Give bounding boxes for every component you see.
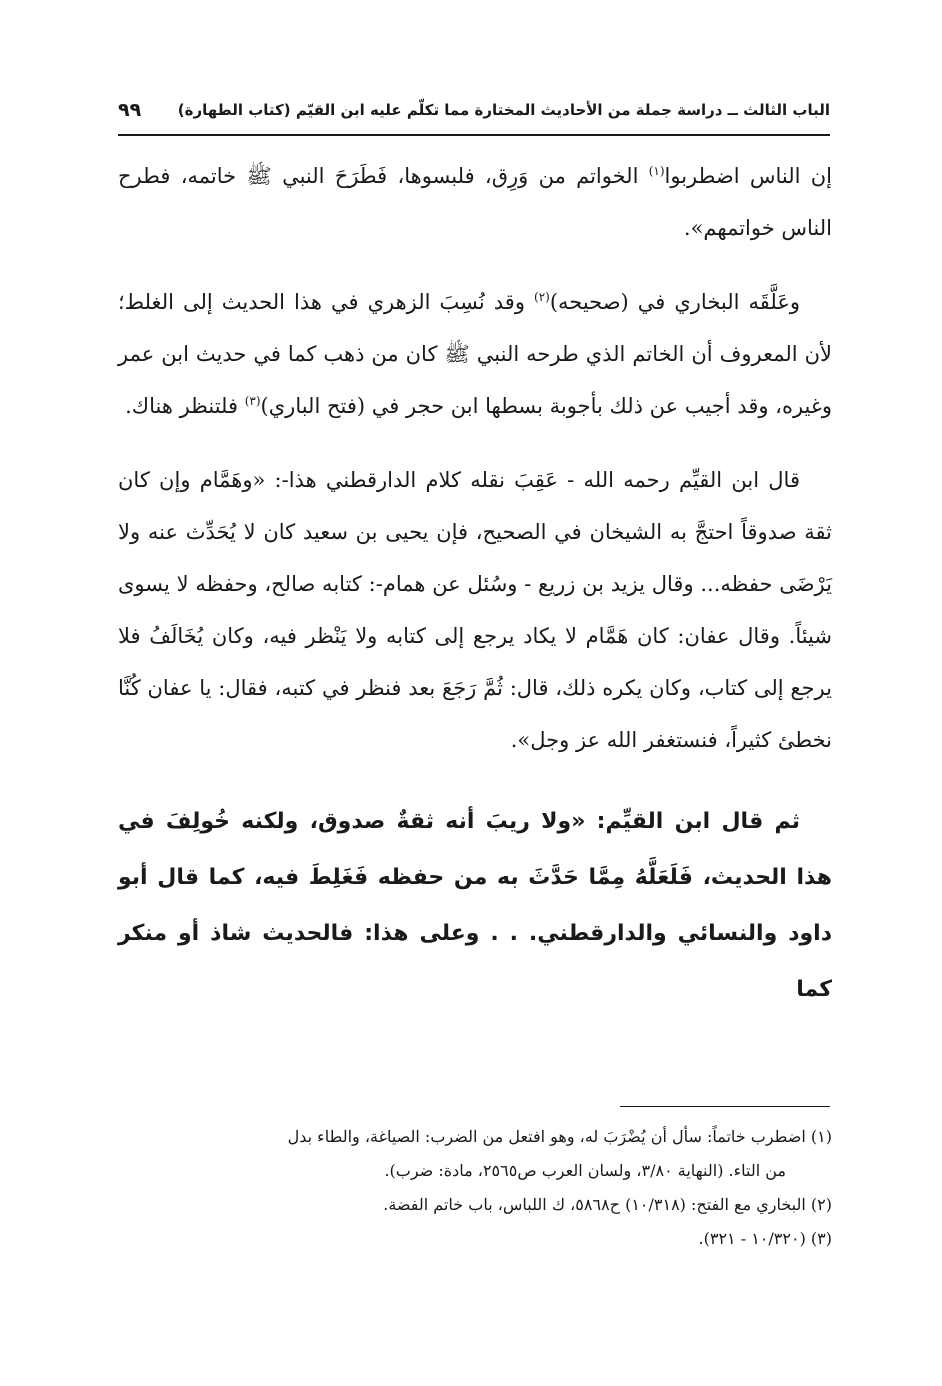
page-number: ٩٩ [118, 99, 142, 121]
paragraph-1 [118, 150, 832, 254]
header-rule [118, 134, 830, 136]
footnote-3: (٣) (١٠/٣٢٠ - ٣٢١). [698, 1229, 832, 1248]
chapter-title: الباب الثالث ــ دراسة جملة من الأحاديث المختارة مما تكلّم عليه ابن القيّم (كتاب الطهارة) [177, 101, 830, 119]
paragraph-1-text-b: الخواتم من وَرِق، فلبسوها، فَطَرَحَ النبي ﷺ خاتمه، فطرح الناس خواتمهم». [118, 164, 832, 240]
paragraph-2-text-b: وقد نُسِبَ الزهري في هذا الحديث إلى الغلط؛ لأن المعروف أن الخاتم الذي طرحه النبي ﷺ كان من ذهب كما في حديث ابن عمر وغيره، وقد أجيب عن ذلك بأجوبة بسطها ابن حجر في (فتح الباري) [118, 290, 832, 418]
footnote-marker-2[interactable]: (٢) [534, 290, 550, 304]
footnote-rule [620, 1106, 830, 1107]
footnote-2: (٢) البخاري مع الفتح: (١٠/٣١٨) ح٥٨٦٨، ك اللباس، باب خاتم الفضة. [383, 1195, 832, 1214]
paragraph-2-text-c: فلتنظر هناك. [125, 394, 245, 418]
running-header [118, 96, 830, 124]
footnotes [118, 1120, 832, 1256]
paragraph-2 [118, 276, 832, 432]
paragraph-3: قال ابن القيِّم رحمه الله - عَقِبَ نقله كلام الدارقطني هذا-: «وهَمَّام وإن كان ثقة صدوقاً احتجَّ به الشيخان في الصحيح، فإن يحيى بن سعيد كان لا يُحَدِّث عنه ولا يَرْضَى حفظه... وقال يزيد بن زريع - وسُئل عن همام-: كتابه صالح، وحفظه لا يسوى شيئاً. وقال عفان: كان هَمَّام لا يكاد يرجع إلى كتابه ولا يَنْظر فيه، وكان يُخَالَفُ فلا يرجع إلى كتاب، وكان يكره ذلك، قال: ثُمَّ رَجَعَ بعد فنظر في كتبه، فقال: يا عفان كُنَّا نخطئ كثيراً، فنستغفر الله عز وجل». [118, 468, 832, 752]
paragraph-2-text-a: وعَلَّقَه البخاري في (صحيحه) [549, 290, 800, 314]
paragraph-1-text-a: إن الناس اضطربوا [664, 164, 832, 188]
footnote-1-line-2: من التاء. (النهاية ٣/٨٠، ولسان العرب ص٢٥٦٥، مادة: ضرب). [384, 1161, 786, 1180]
main-text [118, 150, 832, 1018]
footnote-marker-1[interactable]: (١) [648, 164, 665, 178]
footnote-marker-3[interactable]: (٣) [244, 394, 261, 408]
footnote-1-line-1: (١) اضطرب خاتماً: سأل أن يُضْرَبَ له، وهو افتعل من الضرب: الصياغة، والطاء بدل [287, 1127, 832, 1146]
paragraph-4-bold: ثم قال ابن القيِّم: «ولا ريبَ أنه ثقةٌ صدوق، ولكنه خُولِفَ في هذا الحديث، فَلَعَلَّهُ مِمَّا حَدَّثَ به من حفظه فَغَلِطَ فيه، كما قال أبو داود والنسائي والدارقطني. . . وعلى هذا: فالحديث شاذ أو منكر كما [118, 809, 832, 1002]
